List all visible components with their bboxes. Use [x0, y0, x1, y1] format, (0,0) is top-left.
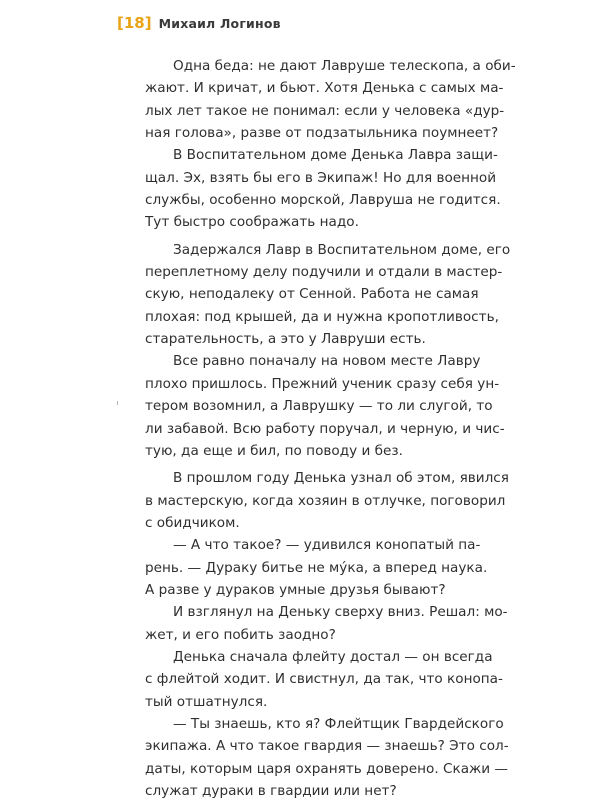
- text-line: В прошлом году Денька узнал об этом, явился: [173, 470, 509, 487]
- text-line: Задержался Лавр в Воспитательном доме, его: [173, 241, 511, 258]
- text-line: Тут быстро соображать надо.: [145, 214, 359, 231]
- text-line: скую, неподалеку от Сенной. Работа не самая: [145, 286, 479, 303]
- body-text: [145, 55, 525, 802]
- text-line: ная голова», разве от подзатыльника поумнеет?: [145, 125, 499, 142]
- text-line: Одна беда: не дают Лавруше телескопа, а оби-: [173, 58, 516, 74]
- text-line: экипажа. А что такое гвардия — знаешь? Это сол-: [145, 738, 509, 755]
- text-line: Все равно поначалу на новом месте Лавру: [173, 353, 481, 370]
- text-line: жают. И кричат, и бьют. Хотя Денька с самых ма-: [145, 80, 504, 97]
- text-line: с флейтой ходит. И свистнул, да так, что конопа-: [145, 671, 503, 688]
- text-line: И взглянул на Деньку сверху вниз. Решал: мо-: [173, 604, 508, 621]
- text-line: А разве у дураков умные друзья бывают?: [145, 581, 446, 598]
- text-line: даты, которым царя охранять доверено. Скажи —: [145, 760, 509, 777]
- text-line: служат дураки в гвардии или нет?: [145, 783, 397, 799]
- text-line: плохая: под крышей, да и нужна кропотливость,: [145, 308, 499, 325]
- text-line: — Ты знаешь, кто я? Флейтщик Гвардейского: [173, 715, 504, 732]
- text-line: рень. — Дураку битье не му́ка, а вперед наука.: [145, 559, 488, 576]
- text-line: службы, особенно морской, Лавруша не годится.: [145, 192, 501, 209]
- text-line: тером возомнил, а Лаврушку — то ли слугой, то: [145, 398, 493, 415]
- text-line: старательность, а это у Лавруши есть.: [145, 331, 426, 348]
- text-line: плохо пришлось. Прежний ученик сразу себя ун-: [145, 375, 500, 392]
- text-line: ли забавой. Всю работу поручал, и черную, и чис-: [145, 420, 505, 437]
- author-name: Михаил Логинов: [158, 15, 281, 31]
- text-line: переплетному делу подучили и отдали в мастер-: [145, 264, 503, 281]
- text-line: жет, и его побить заодно?: [145, 626, 336, 643]
- text-line: с обидчиком.: [145, 514, 240, 531]
- text-line: — А что такое? — удивился конопатый па-: [173, 537, 481, 554]
- page-number: [18]: [117, 14, 152, 32]
- scan-speck: [117, 401, 118, 405]
- text-line: лых лет такое не понимал: если у человека «дур-: [145, 102, 505, 119]
- running-header: [117, 14, 281, 32]
- text-line: тый отшатнулся.: [145, 693, 268, 710]
- text-line: щал. Эх, взять бы его в Экипаж! Но для военной: [145, 169, 497, 186]
- text-line: В Воспитательном доме Денька Лавра защи-: [173, 147, 498, 164]
- text-line: тую, да еще и бил, по поводу и без.: [145, 442, 403, 459]
- text-line: в мастерскую, когда хозяин в отлучке, поговорил: [145, 492, 506, 509]
- text-line: Денька сначала флейту достал — он всегда: [173, 648, 493, 665]
